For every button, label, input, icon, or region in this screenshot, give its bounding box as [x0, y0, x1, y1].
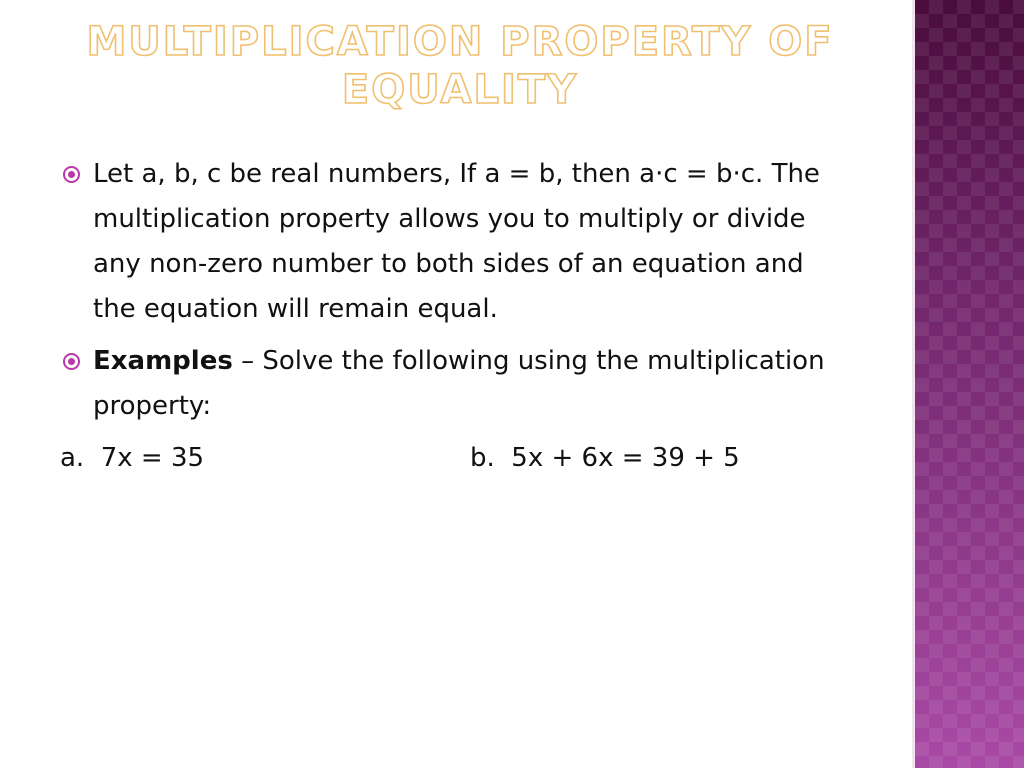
bullet-text-definition: Let a, b, c be real numbers, If a = b, then a·c = b·c. The multiplication property allows you to multiply or divide any non-zero number to both sides of an equation and the equation will remain equal.	[93, 159, 820, 324]
bullet-item-definition	[60, 152, 850, 332]
examples-line	[60, 436, 850, 481]
bullet-label-examples: Examples	[93, 346, 233, 376]
slide-content	[60, 152, 850, 481]
circle-bullet-icon	[63, 353, 80, 370]
example-b: b. 5x + 6x = 39 + 5	[470, 443, 740, 473]
circle-bullet-icon	[63, 166, 80, 183]
slide-title	[60, 18, 860, 114]
bullet-item-examples	[60, 339, 850, 429]
bullet-text-examples: – Solve the following using the multiplication property:	[93, 346, 825, 421]
slide-title-line-1: MULTIPLICATION PROPERTY OF	[86, 19, 834, 65]
example-a: a. 7x = 35	[60, 443, 205, 473]
decorative-side-band	[912, 0, 1024, 768]
slide-title-line-2: EQUALITY	[341, 67, 579, 113]
